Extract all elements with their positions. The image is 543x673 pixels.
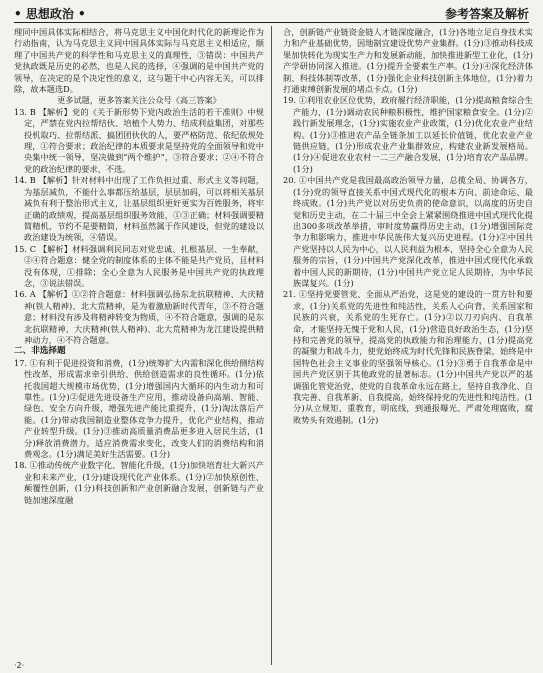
left-column xyxy=(14,27,264,506)
answer-key-title: 参考答案及解析 xyxy=(444,7,529,21)
answer-21: 21. ①坚持党要管党、全面从严治党，这是党的建设的一贯方针和要求，(1分)关系党的先进性和纯洁性，关系人心向背，关系国家和民族的兴衰，关系党的生死存亡。(1分)②以刀刃向内、自我革命，才能坚持无愧于党和人民，(1分)营造良好政治生态，(1分)坚持和完善党的领导，提高党的执政能力和治理能力，(1分)提高党的凝聚力和战斗力，使党始终成为时代先锋和民族脊梁，始终是中国特色社会主义事业的坚强领导核心。(1分)③勇于自我革命是中国共产党区别于其他政党的显著标志。(1分)中国共产党以严的基调强化管党治党，使党的自我革命永远在路上，坚持自我净化、自我完善、自我革新、自我提高，始终保持党的先进性和纯洁性。(1分)从立规矩、重教育，明底线，到通报曝光、严肃处理腐败，腐败势头有效遏制。(1分) xyxy=(283,289,533,425)
answer-18: 18. ①推动传统产业数字化、智能化升级，(1分)加快培育壮大新兴产业和未来产业，(1分)建设现代化产业体系。(1分)②加快原创性、颠覆性创新，(1分)科技创新和产业创新融合发展，创新链与产业链加速深度融 xyxy=(14,460,264,505)
page-number: ·2· xyxy=(14,661,25,670)
right-column xyxy=(283,27,533,426)
answer-16: 16. A 【解析】①②符合题意：材料强调弘扬东北抗联精神、大庆精神(铁人精神)、北大荒精神，是为着激励新时代青年，③不符合题意；材料没有涉及将精神转变为物质，④不符合题意，强调的是东北抗联精神、大庆精神(铁人精神)、北大荒精神为龙江建设提供精神动力，④不符合题意。 xyxy=(14,289,264,345)
answer-14: 14. B 【解析】针对材料中出现了工作负担过重、形式主义等问题，为基层减负，不能什么事都压给基层，层层加码，可以将相关基层减负有利于整治形式主义，让基层组织更好更实为百姓服务，将牢正确的政绩观，提高基层组织服务效能，①③正确；材料强调要精简精机，节约不是要精简，材料虽然属于作风建设，但党的建设以政治建设为统领，④错误。 xyxy=(14,175,264,243)
continued-explanation: 理同中国具体实际相结合，将马克思主义中国化时代化的新理论作为行动指南，认为马克思主义同中国具体实际与马克思主义相适应，顺理了中国共产党的科学性和马克思主义的真理性，③错误：中国共产党执政既是历史的必然，也是人民的选择，④强调的是中国共产党的领导，在决定的是个决定性的意义，这与题干中心内容无关，可以排除，故本题选D。 xyxy=(14,27,264,95)
answer-20: 20. ①中国共产党是我国最高政治领导力量，总揽全局、协调各方，(1分)党的领导直接关系中国式现代化的根本方向、前途命运、最终成败。(1分)共产党以对历史负责的使命意识，以高度的历史自觉和历史主动，在二十届三中全会上紧紧围绕推进中国式现代化提出300多项改革举措，审时度势赢得历史主动，(1分)增强国际竞争力和影响力，推进中华民族伟大复兴历史进程。(1分)②中国共产党坚持以人民为中心，以人民利益为根本，坚持全心全意为人民服务的宗旨，(1分)中国共产党深化改革，推进中国式现代化承载着中国人民的新期待，(1分)中国共产党立足人民期待，为中华民族谋复兴。(1分) xyxy=(283,175,533,288)
answer-15: 15. C 【解析】材料强调利民同志对党忠诚、扎根基层、一生奉献，②④符合题意：健全党的制度体系的主体不能是共产党员，且材料没有体现，①排除；全心全意为人民服务是中国共产党的执政理念，③说法错误。 xyxy=(14,243,264,288)
answer-13: 13. B 【解析】党的《关于新形势下党内政治生活的若干准则》中规定，严禁在党内拉帮结伙、培植个人势力、结成利益集团，对那些投机取巧、拉帮结派、搞团团伙伙的人，要严格防范、依纪依规处理，①符合要求；政治纪律的本质要求是坚持党的全面领导和党中央集中统一领导，坚决做到“两个维护”，③符合要求；②④不符合党的政治纪律的要求，不选。 xyxy=(14,106,264,174)
subject-title: • 思想政治 • xyxy=(14,7,86,21)
public-account-note: 更多试题，更多答案关注公众号《高三答案》 xyxy=(57,95,221,106)
column-divider xyxy=(271,26,272,665)
section-heading-non-choice: 二、非选择题 xyxy=(14,346,66,357)
answer-17: 17. ①有利于促进投资和消费，(1分)统筹扩大内需和深化供给侧结构性改革，形成需求牵引供给、供给创造需求的良性循环。(1分)依托我国超大规模市场优势，(1分)增强国内大循环的内生动力和可靠性。(1分)②促进先进设备生产应用，推动设备向高端、智能、绿色、安全方向升级，增强先进产能比重提升，(1分)淘汰落后产能。(1分)带动我国制造业整体竞争力提升，优化产业结构，推动产业转型升级。(1分)③推动高质量消费品更多进入居民生活，(1分)释放消费潜力，适应消费需求变化，改变人们的消费结构和消费观念。(1分)满足美好生活需要。(1分) xyxy=(14,357,264,460)
answer-19: 19. ①利用农业区位优势，政府履行经济职能，(1分)提高粮食综合生产能力，(1分)调动农民种粮积极性，维护国家粮食安全。(1分)②践行新发展理念，(1分)实施农业产业政策，(1分)优化农业产业结构。(1分)③推进农产品全链条加工以延长价值链，优化农业产业链供应链，(1分)形成农业产业集群效应，构建农业新发展格局。(1分)④促进农业农村一二三产融合发展，(1分)培育农产品品牌。(1分) xyxy=(283,95,533,174)
answer-18-continued: 合，创新链产业链资金链人才链深度融合，(1分)各地立足自身技术实力和产业基础优势，因地制宜建设优势产业集群。(1分)③推动科技成果加快转化为现实生产力和发展新动能，加快推进新型工业化，(1分)产学研协同深入推进。(1分)提升全要素生产率。(1分)④深化经济体制、科技体制等改革，(1分)强化企业科技创新主体地位，(1分)着力打通束缚创新发展的堵点卡点。(1分) xyxy=(283,27,533,95)
page-header xyxy=(14,4,529,23)
